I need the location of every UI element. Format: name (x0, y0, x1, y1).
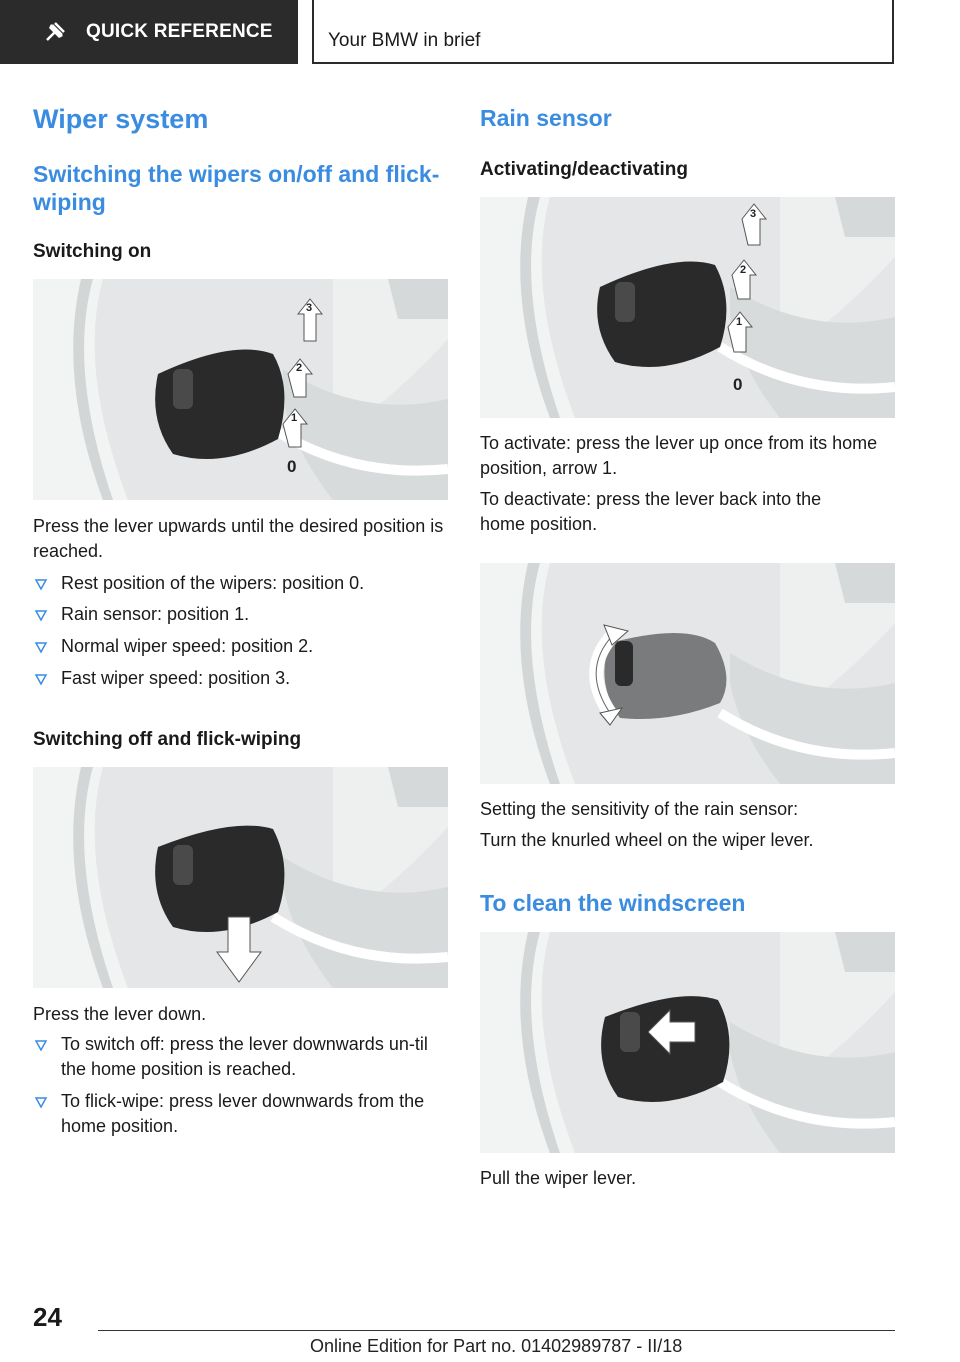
page-title: Wiper system (33, 104, 209, 134)
section-label: QUICK REFERENCE (86, 21, 273, 42)
footer-edition: Online Edition for Part no. 01402989787 - II/18 (310, 1336, 683, 1356)
activate-text: To activate: press the lever up once from its home position, arrow 1. (480, 433, 878, 478)
clean-text: Pull the wiper lever. (480, 1168, 637, 1188)
page-number: 24 (33, 1302, 62, 1332)
footer-divider (98, 1330, 895, 1331)
switching-on-heading: Switching on (33, 241, 152, 262)
list-item: To switch off: press the lever downwards un-til the home position is reached. (33, 1032, 451, 1084)
triangle-bullet-icon (33, 1032, 51, 1057)
clean-windscreen-figure (480, 932, 895, 1153)
position-label-1: 1 (291, 412, 298, 424)
wiper-down-figure (33, 767, 448, 988)
position-label-3: 3 (306, 302, 313, 314)
chapter-title: Your BMW in brief (328, 30, 481, 51)
position-label-1: 1 (736, 316, 743, 328)
deactivate-text: To deactivate: press the lever back into the home position. (480, 489, 822, 534)
switching-on-text: Press the lever upwards until the desired position is reached. (33, 516, 444, 561)
wiper-up-figure (33, 279, 448, 500)
triangle-bullet-icon (33, 666, 51, 691)
triangle-bullet-icon (33, 571, 51, 596)
chapter-box (312, 0, 894, 64)
section-tab[interactable] (0, 0, 298, 64)
triangle-bullet-icon (33, 1089, 51, 1114)
position-label-3: 3 (750, 208, 757, 220)
switching-off-heading: Switching off and flick-wiping (33, 729, 302, 750)
position-label-2: 2 (740, 264, 747, 276)
activating-heading: Activating/deactivating (480, 159, 688, 180)
triangle-bullet-icon (33, 602, 51, 627)
sensitivity-text-2: Turn the knurled wheel on the wiper lever. (480, 830, 814, 850)
rain-sensor-figure (480, 197, 895, 418)
switching-off-text: Press the lever down. (33, 1004, 207, 1024)
position-label-0: 0 (287, 457, 297, 476)
list-item: To flick-wipe: press lever downwards from the home position. (33, 1089, 451, 1141)
rain-sensor-title: Rain sensor (480, 105, 612, 131)
quick-reference-icon (44, 21, 66, 43)
position-label-0: 0 (733, 375, 743, 394)
sensitivity-figure (480, 563, 895, 784)
clean-windscreen-title: To clean the windscreen (480, 890, 746, 916)
sensitivity-text: Setting the sensitivity of the rain sensor: (480, 799, 799, 819)
section-subtitle: Switching the wipers on/off and flick-wiping (33, 161, 440, 215)
triangle-bullet-icon (33, 634, 51, 659)
position-label-2: 2 (296, 362, 303, 374)
